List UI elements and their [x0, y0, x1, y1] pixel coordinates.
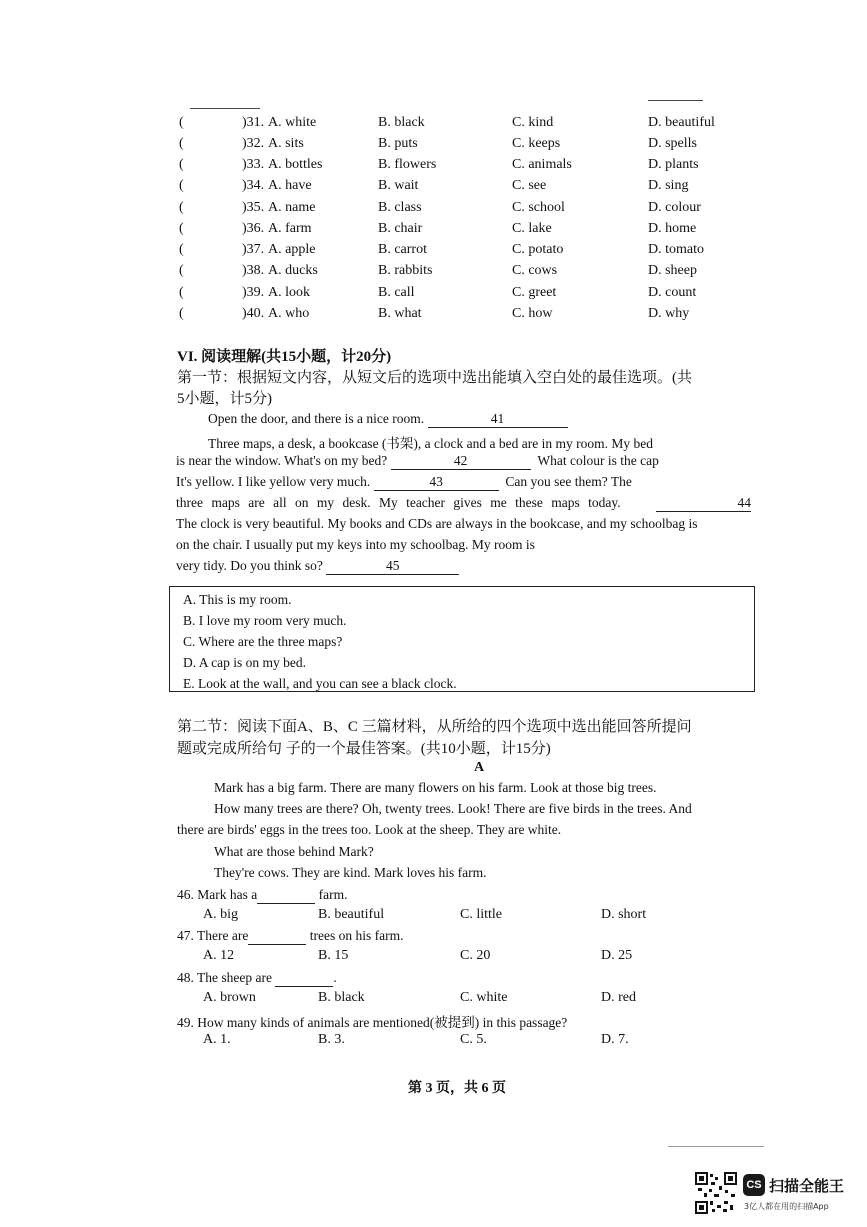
option-a: A. have	[268, 178, 312, 193]
option-b: B. black	[378, 115, 425, 130]
option-a: A. 1.	[203, 1032, 231, 1047]
question-49: 49. How many kinds of animals are mentioned(被提到) in this passage?	[177, 1015, 568, 1030]
question-number: )36.	[242, 221, 265, 236]
option-a: A. look	[268, 285, 310, 300]
app-name: 扫描全能王	[769, 1177, 845, 1195]
answer-paren: (	[179, 306, 184, 321]
blank-45: 45	[326, 558, 459, 575]
answer-paren: (	[179, 221, 184, 236]
choice-a: A. This is my room.	[183, 592, 292, 607]
blank-43: 43	[374, 474, 499, 491]
passage-line: very tidy. Do you think so? 45	[176, 558, 459, 575]
option-c: C. animals	[512, 157, 572, 172]
option-b: B. carrot	[378, 242, 427, 257]
answer-paren: (	[179, 136, 184, 151]
option-a: A. apple	[268, 242, 316, 257]
passage-line: on the chair. I usually put my keys into my schoolbag. My room is	[176, 537, 535, 552]
question-number: )40.	[242, 306, 265, 321]
scan-rule	[648, 100, 703, 101]
option-a: A. bottles	[268, 157, 323, 172]
option-c: C. school	[512, 200, 565, 215]
answer-paren: (	[179, 200, 184, 215]
passage-a-line: How many trees are there? Oh, twenty trees. Look! There are five birds in the trees. And	[214, 801, 692, 816]
passage-line: three maps are all on my desk. My teacher gives me these maps today. 44	[176, 495, 751, 510]
question-number: )38.	[242, 263, 265, 278]
app-logo-icon: CS	[743, 1174, 765, 1196]
choice-e: E. Look at the wall, and you can see a black clock.	[183, 676, 457, 691]
option-c: C. little	[460, 907, 502, 922]
section-title: VI. 阅读理解(共15小题，计20分)	[177, 349, 392, 365]
scanner-watermark	[695, 1172, 861, 1220]
question-number: )37.	[242, 242, 265, 257]
option-d: D. 7.	[601, 1032, 629, 1047]
option-d: D. home	[648, 221, 697, 236]
option-b: B. what	[378, 306, 422, 321]
part2-instruction-line2: 题或完成所给句 子的一个最佳答案。(共10小题，计15分)	[177, 741, 551, 757]
option-d: D. beautiful	[648, 115, 715, 130]
answer-paren: (	[179, 263, 184, 278]
option-b: B. wait	[378, 178, 419, 193]
scan-rule	[190, 108, 260, 109]
option-a: A. farm	[268, 221, 312, 236]
passage-line: is near the window. What's on my bed? 42 What colour is the cap	[176, 453, 659, 468]
passage-a-line: They're cows. They are kind. Mark loves his farm.	[214, 865, 487, 880]
blank-41: 41	[428, 411, 568, 428]
option-b: B. rabbits	[378, 263, 433, 278]
option-c: C. cows	[512, 263, 558, 278]
question-number: )31.	[242, 115, 265, 130]
option-c: C. potato	[512, 242, 564, 257]
part1-instruction-line1: 第一节：根据短文内容，从短文后的选项中选出能填入空白处的最佳选项。(共	[177, 370, 692, 386]
option-d: D. short	[601, 907, 647, 922]
option-c: C. keeps	[512, 136, 561, 151]
part1-instruction-line2: 5小题，计5分)	[177, 391, 272, 407]
option-b: B. black	[318, 990, 365, 1005]
option-b: B. beautiful	[318, 907, 385, 922]
option-a: A. sits	[268, 136, 304, 151]
answer-paren: (	[179, 178, 184, 193]
option-c: C. how	[512, 306, 553, 321]
question-number: )34.	[242, 178, 265, 193]
option-c: C. 5.	[460, 1032, 487, 1047]
answer-paren: (	[179, 157, 184, 172]
option-a: A. who	[268, 306, 310, 321]
option-d: D. 25	[601, 948, 633, 963]
option-d: D. count	[648, 285, 697, 300]
page-footer: 第 3 页，共 6 页	[408, 1081, 506, 1096]
passage-a-line: there are birds' eggs in the trees too. Look at the sheep. They are white.	[177, 822, 562, 837]
option-b: B. flowers	[378, 157, 437, 172]
passage-line: Three maps, a desk, a bookcase (书架), a clock and a bed are in my room. My bed	[208, 436, 653, 451]
option-d: D. tomato	[648, 242, 704, 257]
option-d: D. sheep	[648, 263, 697, 278]
option-b: B. class	[378, 200, 422, 215]
option-d: D. spells	[648, 136, 697, 151]
question-number: )32.	[242, 136, 265, 151]
question-46: 46. Mark has a farm.	[177, 887, 348, 902]
qr-code-icon	[695, 1172, 737, 1214]
passage-line: It's yellow. I like yellow very much. 43 Can you see them? The	[176, 474, 632, 489]
option-a: A. big	[203, 907, 238, 922]
scan-rule	[668, 1146, 764, 1147]
option-a: A. name	[268, 200, 316, 215]
answer-paren: (	[179, 285, 184, 300]
answer-paren: (	[179, 115, 184, 130]
question-number: )39.	[242, 285, 265, 300]
option-c: C. kind	[512, 115, 554, 130]
passage-a-heading: A	[474, 760, 485, 775]
option-c: C. 20	[460, 948, 491, 963]
option-b: B. chair	[378, 221, 423, 236]
choice-c: C. Where are the three maps?	[183, 634, 343, 649]
option-d: D. why	[648, 306, 690, 321]
answer-paren: (	[179, 242, 184, 257]
choice-b: B. I love my room very much.	[183, 613, 347, 628]
question-number: )35.	[242, 200, 265, 215]
choice-d: D. A cap is on my bed.	[183, 655, 306, 670]
option-a: A. brown	[203, 990, 256, 1005]
option-c: C. lake	[512, 221, 552, 236]
question-48: 48. The sheep are .	[177, 970, 337, 985]
passage-line: Open the door, and there is a nice room. 41	[208, 411, 568, 428]
question-number: )33.	[242, 157, 265, 172]
passage-a-line: What are those behind Mark?	[214, 844, 374, 859]
option-c: C. white	[460, 990, 508, 1005]
option-d: D. plants	[648, 157, 699, 172]
blank-44: 44	[656, 495, 751, 512]
option-d: D. red	[601, 990, 636, 1005]
option-c: C. greet	[512, 285, 557, 300]
option-d: D. colour	[648, 200, 701, 215]
passage-line: The clock is very beautiful. My books and CDs are always in the bookcase, and my schoolbag is	[176, 516, 698, 531]
option-b: B. call	[378, 285, 415, 300]
option-b: B. 15	[318, 948, 349, 963]
part2-instruction-line1: 第二节：阅读下面A、B、C 三篇材料，从所给的四个选项中选出能回答所提问	[177, 719, 692, 735]
option-b: B. 3.	[318, 1032, 345, 1047]
option-d: D. sing	[648, 178, 689, 193]
option-c: C. see	[512, 178, 547, 193]
passage-a-line: Mark has a big farm. There are many flowers on his farm. Look at those big trees.	[214, 780, 657, 795]
app-tagline: 3亿人都在用的扫描App	[744, 1202, 829, 1211]
option-a: A. white	[268, 115, 317, 130]
option-b: B. puts	[378, 136, 418, 151]
option-a: A. ducks	[268, 263, 318, 278]
answer-choices-box	[169, 586, 755, 692]
option-a: A. 12	[203, 948, 235, 963]
blank-42: 42	[391, 453, 531, 470]
question-47: 47. There are trees on his farm.	[177, 928, 404, 943]
